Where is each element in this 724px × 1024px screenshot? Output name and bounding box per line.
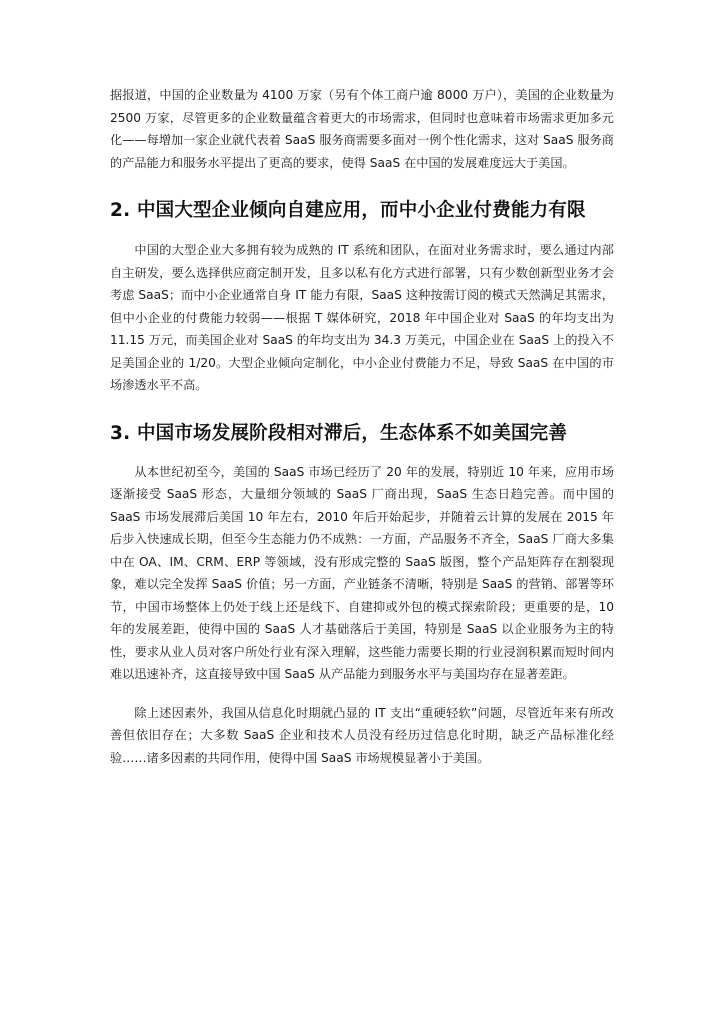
section-3-paragraph-1: 从本世纪初至今，美国的 SaaS 市场已经历了 20 年的发展，特别近 10 年来，应用市场逐渐接受 SaaS 形态，大量细分领域的 SaaS 厂商出现，SaaS 生态日趋完善。而中国的 SaaS 市场发展滞后美国 10 年左右，2010 年后开始起步，并随着云计算的发展在 2015 年后步入快速成长期，但至今生态能力仍不成熟：一方面，产品服务不齐全，SaaS 厂商大多集中在 OA、IM、CRM、ERP 等领域，没有形成完整的 SaaS 版图，整个产品矩阵存在割裂现象，难以完全发挥 SaaS 价值；另一方面，产业链条不清晰，特别是 SaaS 的营销、部署等环节，中国市场整体上仍处于线上还是线下、自建抑或外包的模式探索阶段；更重要的是，10 年的发展差距，使得中国的 SaaS 人才基础落后于美国，特别是 SaaS 以企业服务为主的特性，要求从业人员对客户所处行业有深入理解，这些能力需要长期的行业浸润积累而短时间内难以迅速补齐，这直接导致中国 SaaS 从产品能力到服务水平与美国均存在显著差距。 [110, 464, 614, 681]
section-heading-3: 3. 中国市场发展阶段相对滞后，生态体系不如美国完善 [110, 422, 568, 444]
section-3-paragraph-2: 除上述因素外，我国从信息化时期就凸显的 IT 支出“重硬轻软”问题，尽管近年来有所改善但依旧存在；大多数 SaaS 企业和技术人员没有经历过信息化时期，缺乏产品标准化经验……诸多因素的共同作用，使得中国 SaaS 市场规模显著小于美国。 [110, 705, 614, 765]
section-2-paragraph: 中国的大型企业大多拥有较为成熟的 IT 系统和团队，在面对业务需求时，要么通过内部自主研发，要么选择供应商定制开发，且多以私有化方式进行部署，只有少数创新型业务才会考虑 SaaS；而中小企业通常自身 IT 能力有限，SaaS 这种按需订阅的模式天然满足其需求，但中小企业的付费能力较弱——根据 T 媒体研究，2018 年中国企业对 SaaS 的年均支出为 11.15 万元，而美国企业对 SaaS 的年均支出为 34.3 万美元，中国企业在 SaaS 上的投入不足美国企业的 1/20。大型企业倾向定制化，中小企业付费能力不足，导致 SaaS 在中国的市场渗透水平不高。 [110, 243, 614, 392]
paragraph-spacer [110, 686, 614, 702]
section-heading-2: 2. 中国大型企业倾向自建应用，而中小企业付费能力有限 [110, 200, 586, 221]
intro-paragraph: 据报道，中国的企业数量为 4100 万家（另有个体工商户逾 8000 万户），美国的企业数量为 2500 万家，尽管更多的企业数量蕴含着更大的市场需求，但同时也意味着市场需求更加多元化——每增加一家企业就代表着 SaaS 服务商需要多面对一例个性化需求，这对 SaaS 服务商的产品能力和服务水平提出了更高的要求，使得 SaaS 在中国的发展难度远大于美国。 [110, 88, 614, 170]
document-body [110, 84, 614, 769]
